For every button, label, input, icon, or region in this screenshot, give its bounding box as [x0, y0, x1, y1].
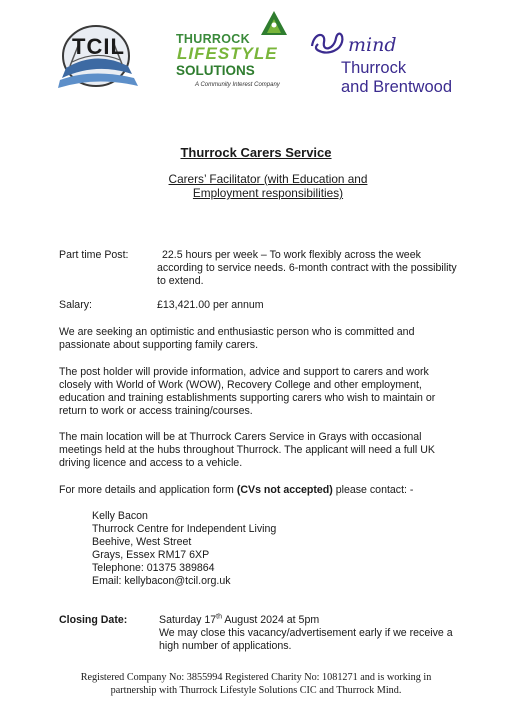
thurrock-lifestyle-solutions-logo — [176, 10, 294, 100]
page-title: Thurrock Carers Service — [180, 145, 332, 160]
para-2-line-1: The post holder will provide information, advice and support to carers and work — [59, 366, 429, 378]
tls-line-1: THURROCK — [176, 32, 250, 46]
closing-date — [159, 614, 319, 627]
post-label: Part time Post: — [59, 249, 129, 261]
para-3-line-1: The main location will be at Thurrock Carers Service in Grays with occasional — [59, 431, 422, 443]
closing-line-3: high number of applications. — [159, 640, 292, 652]
closing-day: Saturday 17 — [159, 614, 217, 626]
triangle-icon — [260, 10, 288, 36]
details-bold: (CVs not accepted) — [236, 484, 333, 496]
details-post: please contact: - — [332, 484, 414, 496]
details-line — [59, 484, 459, 497]
mind-line-3: and Brentwood — [341, 78, 452, 96]
salary-value: £13,421.00 per annum — [157, 299, 264, 311]
closing-line-2: We may close this vacancy/advertisement early if we receive a — [159, 627, 453, 639]
post-line-1: 22.5 hours per week – To work flexibly across the week — [162, 249, 421, 261]
para-2-line-2: closely with World of Work (WOW), Recovery College and other employment, — [59, 379, 422, 391]
contact-street: Beehive, West Street — [92, 536, 192, 548]
para-2-line-4: return to work or access training/courses. — [59, 405, 253, 417]
closing-rest: August 2024 at 5pm — [221, 614, 320, 626]
footer-line-2: partnership with Thurrock Lifestyle Solutions CIC and Thurrock Mind. — [110, 684, 402, 696]
post-line-3: to extend. — [157, 275, 204, 287]
footer — [40, 672, 472, 697]
mind-swirl-icon — [308, 28, 348, 58]
footer-line-1: Registered Company No: 3855994 Registered Charity No: 1081271 and is working in — [80, 672, 432, 683]
para-1-line-2: passionate about supporting family carers. — [59, 339, 259, 351]
contact-org: Thurrock Centre for Independent Living — [92, 523, 277, 535]
tls-tagline: A Community Interest Company — [195, 82, 280, 88]
tcil-logo-text: TCIL — [72, 34, 125, 59]
mind-word: mind — [348, 34, 397, 56]
para-2-line-3: education and training establishments supporting carers who wish to maintain or — [59, 392, 436, 404]
tls-line-3: SOLUTIONS — [176, 63, 255, 78]
para-3-line-3: driving licence and access to a vehicle. — [59, 457, 243, 469]
contact-email: Email: kellybacon@tcil.org.uk — [92, 575, 231, 587]
contact-name: Kelly Bacon — [92, 510, 148, 522]
closing-sup: th — [216, 613, 222, 621]
para-3-line-2: meetings held at the hubs throughout Thurrock. The applicant will need a full UK — [59, 444, 435, 456]
mind-logo — [308, 28, 484, 100]
job-subtitle: Carers’ Facilitator (with Education and Employment responsibilities) — [168, 172, 368, 200]
closing-label: Closing Date: — [59, 614, 128, 626]
contact-town: Grays, Essex RM17 6XP — [92, 549, 210, 561]
tcil-logo — [52, 16, 144, 102]
salary-label: Salary: — [59, 299, 92, 311]
details-pre: For more details and application form — [59, 484, 237, 496]
mind-line-2: Thurrock — [341, 59, 407, 77]
para-1-line-1: We are seeking an optimistic and enthusiastic person who is committed and — [59, 326, 415, 338]
contact-phone: Telephone: 01375 389864 — [92, 562, 215, 574]
tls-line-2: LIFESTYLE — [177, 44, 278, 63]
post-line-2: according to service needs. 6-month contract with the possibility — [157, 262, 457, 274]
